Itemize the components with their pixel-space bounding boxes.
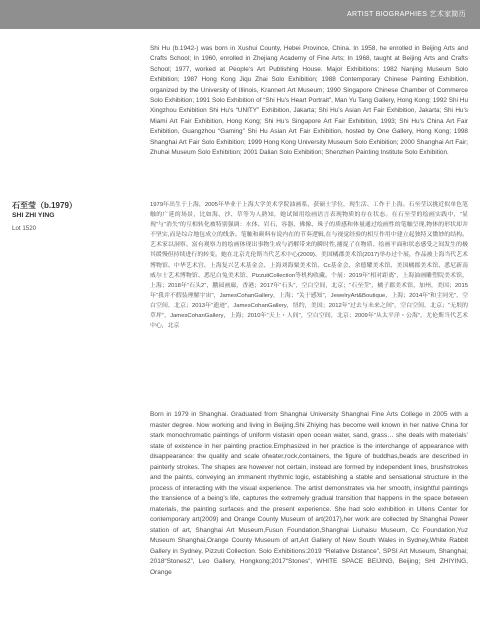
artist-bio-cn: 1979年出生于上海，2005年毕业于上海大学美术学院油画系，获硕士学位，现生活、工作于上海。石至莹以挑近似单色笔触的广延的场景，比如海、沙、草等为人熟知，她试图用绘画语言表现物质的存在状态。在石至莹的绘画实践中，“显现”与“消失”的互相转化被特别强调：水体、岩石、容器、佛像、珠子的质感和体量通过绘画性的笔触呈现,物体的形状却并不坚实,而是综合地包成立的线条。笔触和颜料有说内在的节奏逻辑,在与视觉经验的相互作用中建立起独特又微妙的结构。艺术家以洞察、富有观察力的绘画体现出事物生成与消解带来的瞬时性,捕捉了在物质、绘画平面和状态感受之间发生的极其缓慢但持续进行的转变。她在北京尤伦斯当代艺术中心(2009)、美国橘郡美术馆(2017)举办过个展，作品被上海当代艺术博物馆、中华艺术宫、上海复兴艺术基金会、上海刘海粟美术馆、Cc基金会、余德耀美术馆、美国橘郡美术馆、悉尼新南威尔士艺术博物馆、悉尼白兔美术馆、PizzutiCollection等机构收藏。个展：2019年“相对距离”，上海油画雕塑院美术馆，上海；2018年“石头2”，鹏园画廊，香港；2017年“石头”，空白空间，北京；“石至莹”，橘子郡美术馆，加州，美国；2015年“我并不假装理解宇宙”，JamesCohanGallery，上海；“关于感知”，JewelryArt&Boutique，上海；2014年“和尘同光”，空白空间，北京；2013年“遗迹”，JamesCohanGallery，纽约，美国；2012年“过去与未来之间”，空白空间，北京；“无垠的草坪”，JamesCohanGallery，上海；2010年“天上・人间”，空白空间，北京；2009年“从太平洋・公海”，尤伦斯当代艺术中心，北京 — [150, 202, 468, 330]
artist-name-en: SHI ZHI YING — [12, 212, 55, 219]
artist-bio-en: Born in 1979 in Shanghai. Graduated from Shanghai University Shanghai Fine Arts College in 2005 with a master degree. Now working and living in Beijing.Shi Zhiying has become well known in her native China for stark monochromatic paintings of uniform vistasin open ocean water, sand, grass… she deals with materials’ state of existence in her painting practice.Emphasized in her practice is the interchange of appearance with disappearance: the quality and scale ofwater,rock,containers, the figure of buddhas,beads are described in painterly strokes. The shapes are however not certain, instead are formed by independent lines, brushstrokes and the paints, conveying an immanent rhythmic logic, establishing a stable and sensational structure in the process of interacting with the visual experience. The artist demonstrates via her smooth, insightful paintings the transience of a being’s life, captures the extremely gradual transition that happens in the space between materials, the painting surfaces and the present experience. She had solo exhibition in Ullens Center for contemporary art(2009) and Orange County Museum of art(2017),her work are collected by Shanghai Power station of art, Shanghai Art Museum,Fusun Foundation,Shanghai Liuhaisu Museum, Cc Foundation,Yuz Museum Shanghai,Orange County Museum of art,Art Gallery of New South Wales in Sydney,White Rabbit Gallery in Sydney, Pizzuti Collection. Solo Exhibitions:2019 “Relative Distance”, SPSI Art Museum, Shanghai; 2018“Stones2”, Leo Gallery, Hongkong;2017“Stones”, WHITE SPACE BEIJING, Beijing；SHI ZHIYING, Orange — [150, 411, 468, 576]
section-title: ARTIST BIOGRAPHIES 艺术家简历 — [347, 11, 466, 18]
header-bar — [0, 0, 480, 29]
lot-number: Lot 1520 — [12, 225, 37, 232]
previous-artist-bio-en: Shi Hu (b.1942-) was born in Xushui County, Hebei Province, China. In 1958, he enrolled in Beijing Arts and Crafts School; In 1960, enrolled in Zhejiang Academy of Fine Arts; In 1968, taught at Beijing Arts and Crafts School; 1977, worked at People’s Art Publishing House. Major Exhibitions: 1982 Nanjing Museum Solo Exhibition; 1987 Hong Kong Jiqu Zhai Solo Exhibition; 1988 Contemporary Chinese Painting Exhibition, organized by the University of Illinois, Krannert Art Museum; 1990 Singapore Chinese Chamber of Commerce Solo Exhibition; 1991 Solo Exhibition of “Shi Hu’s Heart Portrait”, Man Yu Tang Gallery, Hong Kong; 1992 Shi Hu Xingzhou Exhibition Shi Hu’s “UNITY” Exhibition, Jakarta; Shi Hu’s Asian Art Fair Exhibition, Jakarta; Shi Hu’s Miami Art Fair Exhibition, Hong Kong; Shi Hu’s Singapore Art Fair Exhibition, 1993; Shi Hu’s China Art Fair Exhibition, Guangzhou “Gaming” Shi Hu Asian Art Fair Exhibition, hosted by One Gallery, Hong Kong; 1998 Shanghai Art Fair Solo Exhibition; 1999 Hong Kong University Museum Solo Exhibition; 2000 Shanghai Art Fair; Zhuhai Museum Solo Exhibition; 2001 Dalian Solo Exhibition; Shenzhen Painting Institute Solo Exhibition. — [150, 45, 468, 157]
artist-meta — [12, 200, 142, 235]
artist-name-cn: 石至莹（b.1979） — [12, 201, 77, 210]
